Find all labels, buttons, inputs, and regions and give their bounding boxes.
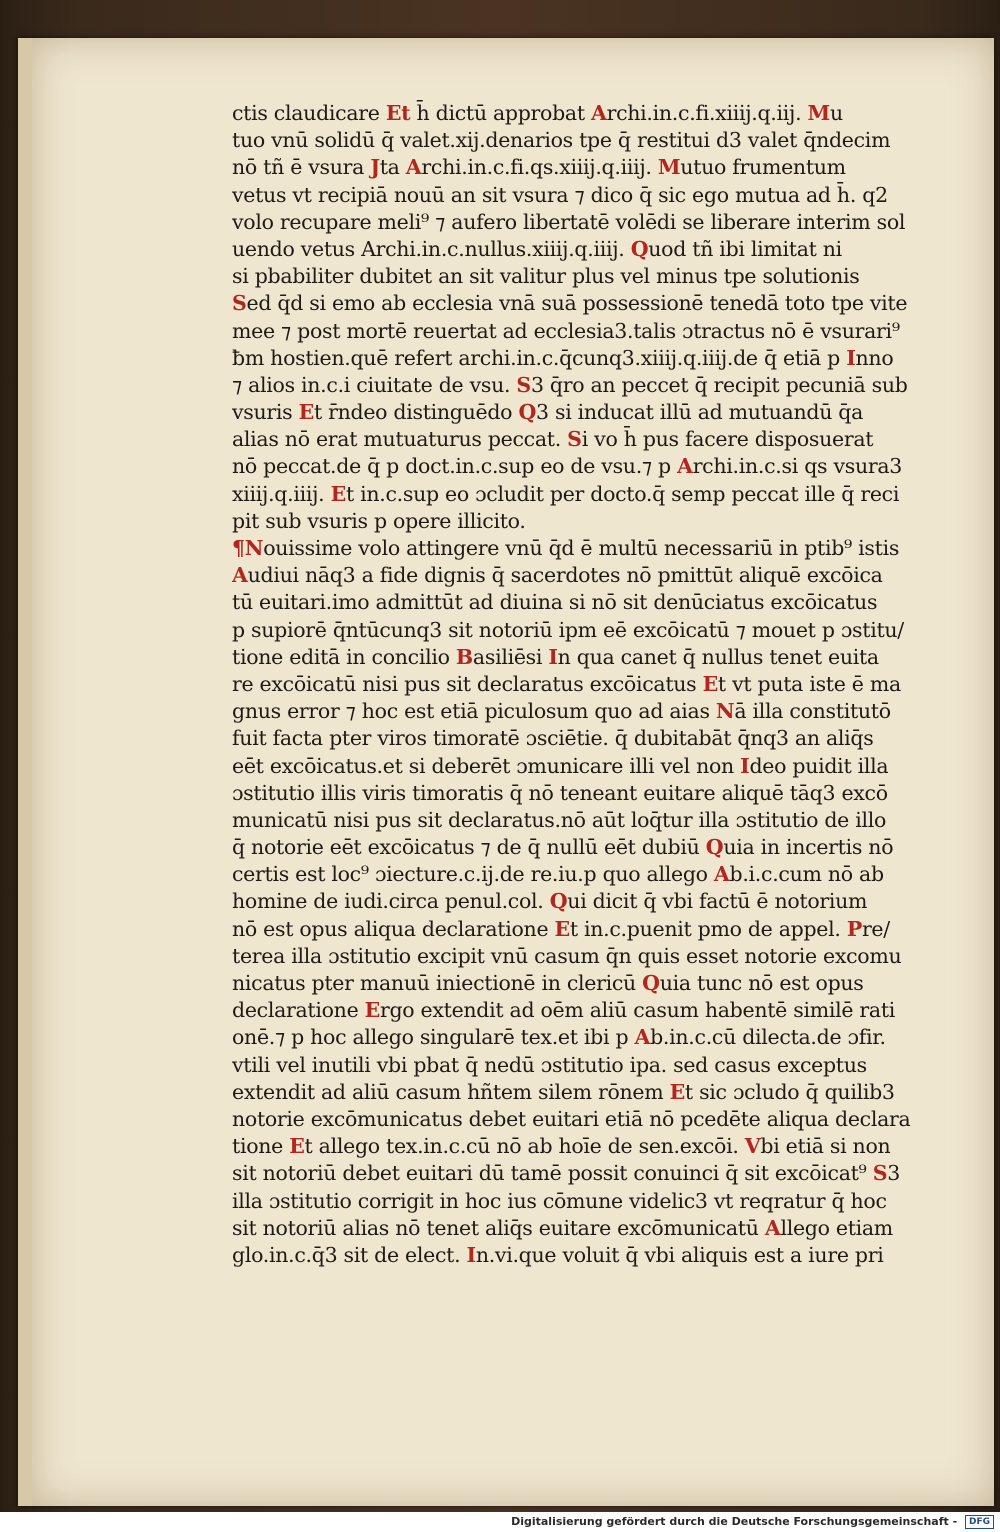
text-line <box>232 970 932 997</box>
text-line <box>232 617 932 644</box>
text-line <box>232 1160 932 1187</box>
text-segment: pit sub vsuris p opere illicito. <box>232 508 526 533</box>
text-segment: t sic ɔcludo q̄ quilib3 <box>684 1079 895 1104</box>
text-line <box>232 209 932 236</box>
rubricated-initial: B <box>455 644 473 669</box>
rubricated-initial: E <box>702 671 718 696</box>
rubricated-initial: V <box>744 1134 761 1159</box>
text-segment: h̄ dictū approbat <box>410 101 591 125</box>
text-segment: si pbabiliter dubitet an sit valitur plus vel minus tpe solutionis <box>232 264 860 289</box>
text-segment: certis est loc⁹ ɔiecture.c.ij.de re.iu.p quo allego <box>232 862 714 887</box>
text-segment: b.i.c.cum nō ab <box>729 862 884 887</box>
text-segment: homine de iudi.circa penul.col. <box>232 889 550 914</box>
manuscript-page <box>18 38 994 1506</box>
text-line <box>232 644 932 671</box>
text-segment: re/ <box>861 916 890 941</box>
text-segment: ƀm hostien.quē refert archi.in.c.q̄cunq3.xiiij.q.iiij.de q̄ etiā p <box>232 345 847 370</box>
text-segment: alias nō erat mutuaturus peccat. <box>232 427 568 452</box>
text-line <box>232 1133 932 1160</box>
rubricated-initial: A <box>590 101 607 125</box>
rubricated-initial: E <box>669 1079 685 1104</box>
text-line <box>232 1052 932 1079</box>
text-segment: udiui nāq3 a fide dignis q̄ sacerdotes nō pmittūt aliquē excōica <box>247 563 883 588</box>
text-line <box>232 861 932 888</box>
rubricated-initial: I <box>466 1242 476 1267</box>
text-segment: municatū nisi pus sit declaratus.nō aūt loq̄tur illa ɔstitutio de illo <box>232 807 887 832</box>
text-segment: utuo frumentum <box>680 155 846 180</box>
dfg-logo-icon: DFG <box>965 1515 994 1529</box>
rubricated-initial: E <box>298 400 314 425</box>
rubricated-initial: E <box>330 481 346 506</box>
text-segment: t allego tex.in.c.cū nō ab hoīe de sen.excōi. <box>304 1134 745 1159</box>
text-segment: uendo vetus Archi.in.c.nullus.xiiij.q.iiij. <box>232 236 631 261</box>
rubricated-initial: S <box>567 427 582 452</box>
rubricated-initial: S <box>872 1161 888 1186</box>
text-line <box>232 399 932 426</box>
text-segment: extendit ad aliū casum hñtem silem rōnem <box>232 1079 670 1104</box>
rubricated-initial: E <box>289 1134 305 1159</box>
text-line <box>232 100 932 127</box>
text-line <box>232 345 932 372</box>
text-line <box>232 698 932 725</box>
text-segment: ui dicit q̄ vbi factū ē notorium <box>567 889 868 914</box>
text-segment: i vo h̄ pus facere disposuerat <box>581 427 874 452</box>
rubricated-initial: Q <box>549 889 568 914</box>
rubricated-initial: A <box>405 155 422 180</box>
text-line <box>232 182 932 209</box>
text-segment: onē.⁊ p hoc allego singularē tex.et ibi p <box>232 1025 635 1050</box>
text-line <box>232 426 932 453</box>
text-segment: asiliēsi <box>472 644 549 669</box>
text-line <box>232 372 932 399</box>
text-segment: tione <box>232 1134 290 1159</box>
rubricated-initial: M <box>657 155 681 180</box>
text-segment: 3 si inducat illū ad mutuandū q̄a <box>536 400 864 425</box>
text-line <box>232 263 932 290</box>
rubricated-initial: J <box>370 155 380 180</box>
text-segment: u <box>829 101 843 125</box>
text-segment: fuit facta pter viros timoratē ɔsciētie. q̄ dubitabāt q̄nq3 an aliq̄s <box>232 726 874 751</box>
text-segment: rchi.in.c.si qs vsura3 <box>692 454 903 479</box>
text-segment: t in.c.sup eo ɔcludit per docto.q̄ semp peccat ille q̄ reci <box>345 481 900 506</box>
text-segment: tuo vnū solidū q̄ valet.xij.denarios tpe q̄ restitui d3 valet q̄ndecim <box>232 128 891 153</box>
text-segment: xiiij.q.iiij. <box>232 481 331 506</box>
rubricated-initial: P <box>846 916 862 941</box>
text-line <box>232 535 932 562</box>
text-line <box>232 154 932 181</box>
rubricated-initial: S <box>516 372 531 397</box>
text-segment: nō tñ ē vsura <box>232 155 371 180</box>
text-segment: uia tunc nō est opus <box>659 971 864 995</box>
text-segment: volo recupare meli⁹ ⁊ aufero libertatē volēdi se liberare interim sol <box>232 209 906 234</box>
rubricated-initial: A <box>764 1215 781 1240</box>
rubricated-initial: Q <box>705 835 724 860</box>
text-segment: n qua canet q̄ nullus tenet euita <box>557 644 879 669</box>
rubricated-initial: A <box>634 1025 651 1050</box>
text-segment: 3 <box>887 1161 900 1186</box>
text-segment: re excōicatū nisi pus sit declaratus excōicatus <box>232 671 703 696</box>
incunabulum-text-block <box>232 100 932 1269</box>
text-line <box>232 1024 932 1051</box>
text-line <box>232 589 932 616</box>
text-segment: sit notoriū alias nō tenet aliq̄s euitare excōmunicatū <box>232 1215 765 1240</box>
text-line <box>232 453 932 480</box>
text-segment: ed q̄d si emo ab ecclesia vnā suā possessionē tenedā toto tpe vite <box>246 291 908 316</box>
rubricated-initial: Q <box>518 400 537 425</box>
text-line <box>232 318 932 345</box>
text-segment: mee ⁊ post mortē reuertat ad ecclesia3.talis ɔtractus nō ē vsurari⁹ <box>232 318 900 343</box>
text-segment: n.vi.que voluit q̄ vbi aliquis est a iure pri <box>475 1242 884 1267</box>
text-segment: ɔstitutio illis viris timoratis q̄ nō teneant euitare aliquē tāq3 excō <box>232 780 888 805</box>
text-segment: terea illa ɔstitutio excipit vnū casum q̄n quis esset notorie excomu <box>232 943 902 968</box>
digitization-credit-text: Digitalisierung gefördert durch die Deutsche Forschungsgemeinschaft - <box>511 1515 958 1528</box>
text-line <box>232 508 932 535</box>
rubricated-initial: E <box>364 998 380 1023</box>
text-line <box>232 997 932 1024</box>
text-segment: ta <box>379 155 406 180</box>
text-line <box>232 1079 932 1106</box>
text-segment: deo puidit illa <box>749 753 889 778</box>
text-segment: gnus error ⁊ hoc est etiā piculosum quo ad aias <box>232 699 716 724</box>
text-segment: uia in incertis nō <box>723 835 894 860</box>
text-line <box>232 1215 932 1242</box>
rubricated-initial: N <box>715 699 735 724</box>
text-line <box>232 236 932 263</box>
text-segment: b.in.c.cū dilecta.de ɔfir. <box>650 1025 886 1050</box>
text-segment: rgo extendit ad oēm aliū casum habentē similē rati <box>379 998 896 1023</box>
text-segment: ⁊ alios in.c.i ciuitate de vsu. <box>232 372 517 397</box>
rubricated-initial: A <box>713 862 730 887</box>
text-segment: bi etiā si non <box>760 1134 891 1159</box>
text-segment: tū euitari.imo admittūt ad diuina si nō sit denūciatus excōicatus <box>232 590 878 615</box>
text-line <box>232 671 932 698</box>
text-line <box>232 943 932 970</box>
rubricated-initial: I <box>846 345 856 370</box>
text-line <box>232 1188 932 1215</box>
text-segment: t in.c.puenit pmo de appel. <box>569 916 847 941</box>
rubricated-initial: Q <box>642 971 660 995</box>
text-segment: declaratione <box>232 998 365 1023</box>
text-line <box>232 753 932 780</box>
text-segment: vsuris <box>232 400 299 425</box>
text-line <box>232 1106 932 1133</box>
text-line <box>232 1242 932 1269</box>
text-line <box>232 916 932 943</box>
rubricated-initial: M <box>807 101 830 125</box>
text-line <box>232 834 932 861</box>
rubricated-initial: ¶N <box>232 536 264 560</box>
text-segment: ctis claudicare <box>232 101 386 125</box>
text-segment: llego etiam <box>780 1215 893 1240</box>
text-segment: eēt excōicatus.et si deberēt ɔmunicare illi vel non <box>232 753 741 778</box>
text-line <box>232 562 932 589</box>
rubricated-initial: Et <box>385 101 411 125</box>
text-segment: nno <box>855 345 894 370</box>
rubricated-initial: A <box>232 563 248 588</box>
rubricated-initial: A <box>677 454 693 479</box>
text-segment: p supiorē q̄ntūcunq3 sit notoriū ipm eē excōicatū ⁊ mouet p ɔstitu/ <box>232 617 904 642</box>
text-segment: glo.in.c.q̄3 sit de elect. <box>232 1242 467 1267</box>
digitization-credit-bar <box>0 1512 1000 1532</box>
rubricated-initial: S <box>232 291 247 316</box>
text-segment: vetus vt recipiā nouū an sit vsura ⁊ dico q̄ sic ego mutua ad h̄. q2 <box>232 182 888 207</box>
text-segment: illa ɔstitutio corrigit in hoc ius cōmune videlic3 vt reqratur q̄ hoc <box>232 1188 887 1213</box>
text-line <box>232 481 932 508</box>
text-segment: ā illa constitutō <box>734 699 891 724</box>
text-segment: t vt puta iste ē ma <box>717 671 901 696</box>
text-segment: notorie excōmunicatus debet euitari etiā nō pcedēte aliqua declara <box>232 1106 911 1131</box>
text-line <box>232 780 932 807</box>
text-segment: sit notoriū debet euitari dū tamē possit conuinci q̄ sit excōicat⁹ <box>232 1161 873 1186</box>
text-segment: nō peccat.de q̄ p doct.in.c.sup eo de vsu.⁊ p <box>232 454 678 479</box>
text-segment: rchi.in.c.fi.xiiij.q.iij. <box>606 101 808 125</box>
text-line <box>232 807 932 834</box>
rubricated-initial: I <box>548 644 558 669</box>
text-segment: nicatus pter manuū iniectionē in clericū <box>232 971 643 995</box>
rubricated-initial: E <box>554 916 570 941</box>
text-segment: t r̄ndeo distinguēdo <box>313 400 519 425</box>
rubricated-initial: I <box>740 753 750 778</box>
text-segment: q̄ notorie eēt excōicatus ⁊ de q̄ nullū eēt dubiū <box>232 835 706 860</box>
text-segment: nō est opus aliqua declaratione <box>232 916 555 941</box>
text-segment: tione editā in concilio <box>232 644 456 669</box>
text-line <box>232 888 932 915</box>
rubricated-initial: Q <box>630 236 649 261</box>
text-line <box>232 725 932 752</box>
text-segment: ouissime volo attingere vnū q̄d ē multū necessariū in ptib⁹ istis <box>263 536 900 560</box>
text-segment: 3 q̄ro an peccet q̄ recipit pecuniā sub <box>530 372 908 397</box>
text-line <box>232 127 932 154</box>
text-segment: uod tñ ibi limitat ni <box>648 236 842 261</box>
text-segment: rchi.in.c.fi.qs.xiiij.q.iiij. <box>421 155 658 180</box>
text-segment: vtili vel inutili vbi pbat q̄ nedū ɔstitutio ipa. sed casus exceptus <box>232 1052 867 1077</box>
text-line <box>232 290 932 317</box>
